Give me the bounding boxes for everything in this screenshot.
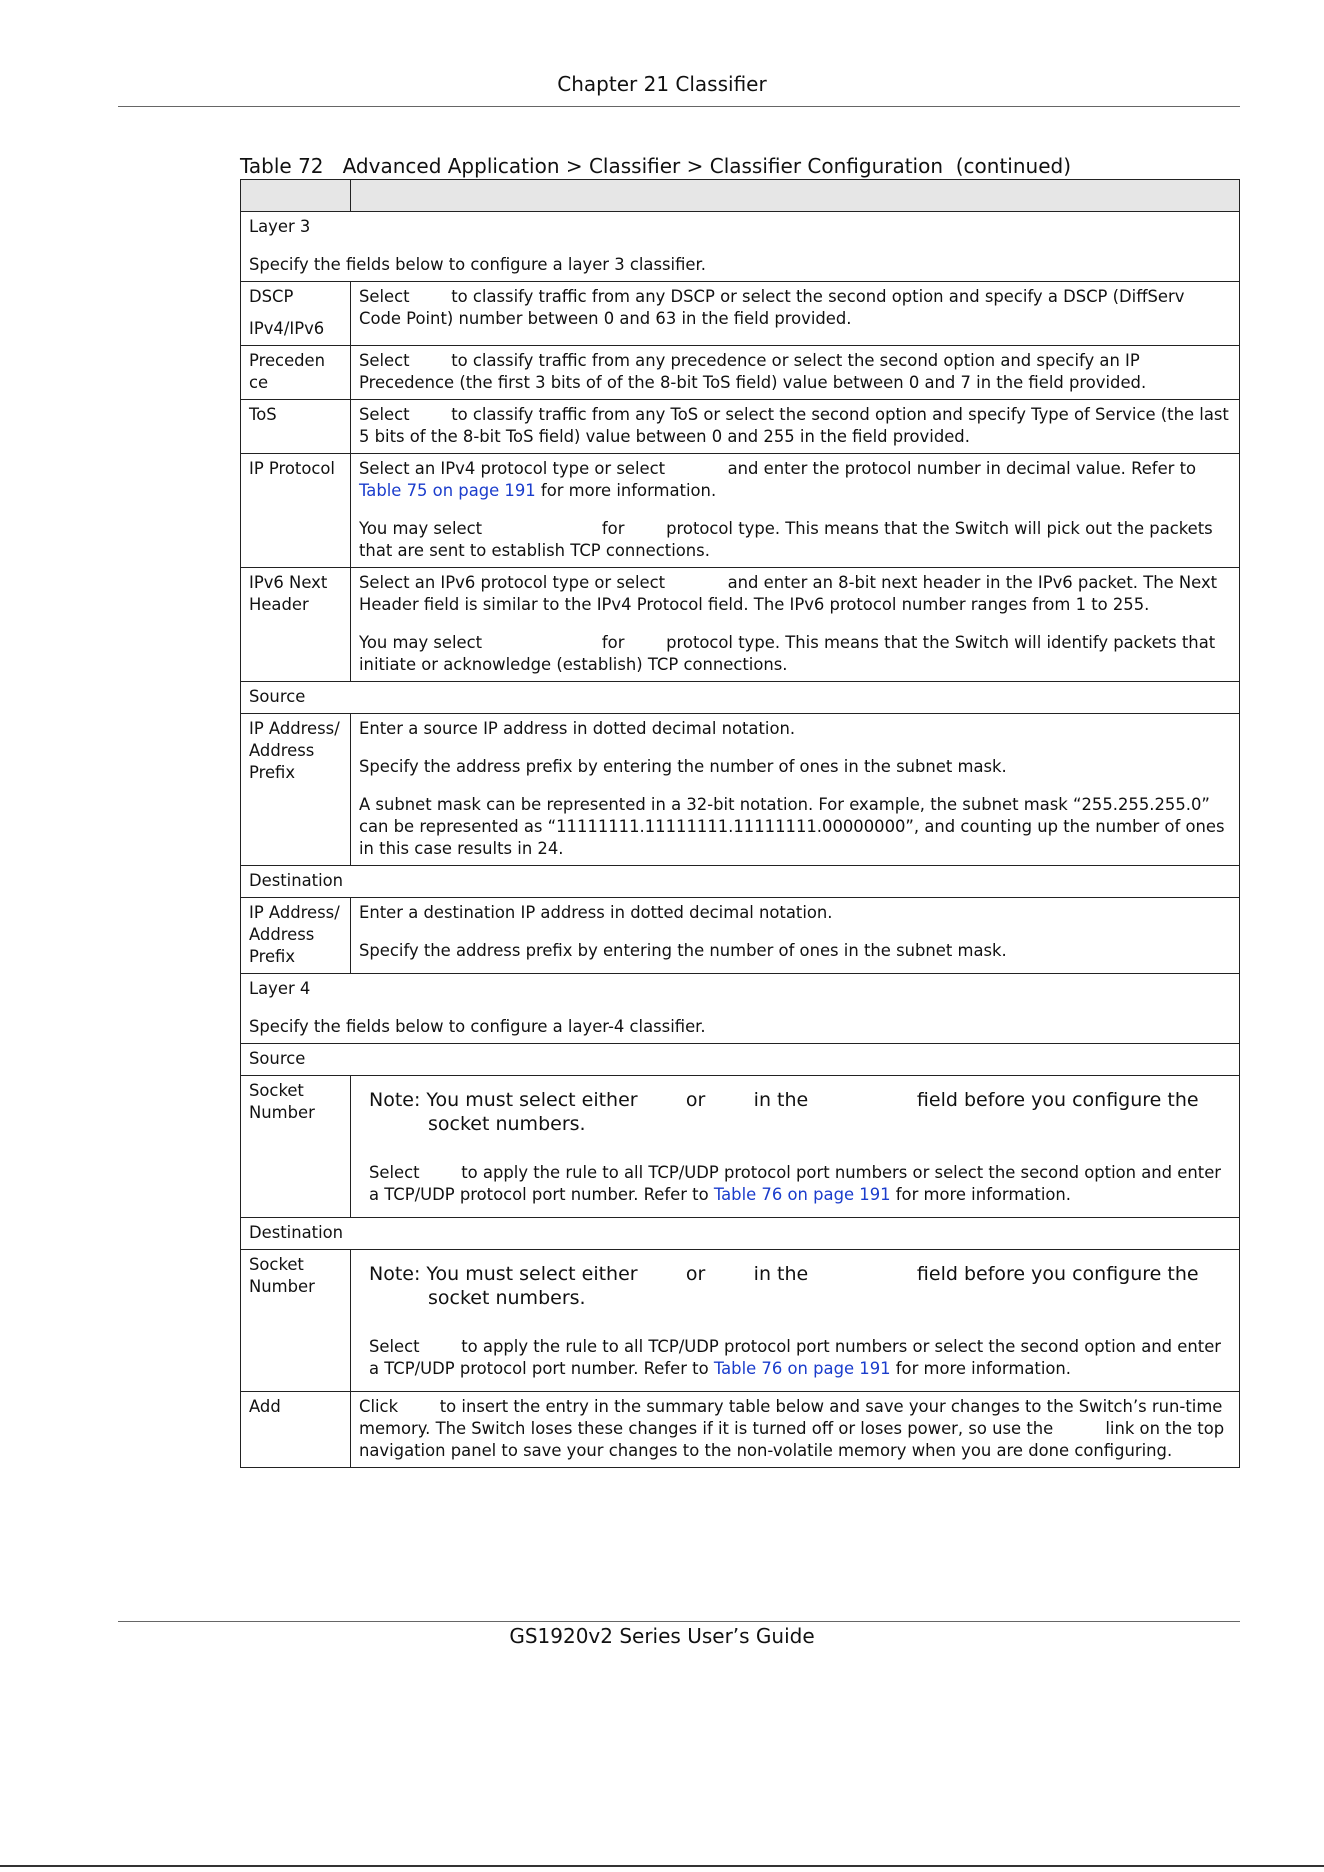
row-label: Preceden ce: [241, 346, 351, 400]
header-rule: [118, 106, 1240, 107]
section-row-layer3: [241, 212, 1240, 282]
row-description: Select to apply the rule to all TCP/UDP protocol port numbers or select the second option and enter a TCP/UDP protocol port number. Refer to Table 76 on page 191 for more information.: [369, 1163, 1227, 1204]
row-label: ToS: [241, 400, 351, 454]
section-title: Layer 4: [249, 979, 311, 998]
section-row-layer4: [241, 974, 1240, 1044]
table-row-destination-ip: [241, 898, 1240, 974]
footer-rule: [118, 1621, 1240, 1622]
section-title: Layer 3: [249, 217, 311, 236]
section-row-l4-source: [241, 1044, 1240, 1076]
page-footer: GS1920v2 Series User’s Guide: [509, 1624, 815, 1648]
note: Note: You must select either or in the field before you configure the socket numbers.: [369, 1263, 1199, 1309]
row-description: Select to classify traffic from any precedence or select the second option and specify an IP Precedence (the first 3 bits of of the 8-bit ToS field) value between 0 and 7 in the field provided.: [351, 346, 1240, 400]
table-row-source-ip: [241, 714, 1240, 866]
row-label: IPv6 Next Header: [241, 568, 351, 682]
row-description: Click to insert the entry in the summary table below and save your changes to the Switch’s run-time memory. The Switch loses these changes if it is turned off or loses power, so use the link on the top navigation panel to save your changes to the non-volatile memory when you are done configuring.: [351, 1392, 1240, 1468]
section-title: Destination: [241, 1218, 1240, 1250]
table-row-source-socket: [241, 1076, 1240, 1218]
row-description: Select an IPv4 protocol type or select and enter the protocol number in decimal value. Refer to Table 75 on page 191 for more information.: [359, 459, 1202, 500]
table-row-tos: [241, 400, 1240, 454]
section-description: Specify the fields below to configure a layer 3 classifier.: [249, 255, 706, 274]
row-label: Socket Number: [241, 1250, 351, 1392]
row-description: Select to apply the rule to all TCP/UDP protocol port numbers or select the second option and enter a TCP/UDP protocol port number. Refer to Table 76 on page 191 for more information.: [369, 1337, 1227, 1378]
row-label: IP Protocol: [241, 454, 351, 568]
table-76-link[interactable]: Table 76 on page 191: [713, 1185, 891, 1204]
section-title: Source: [241, 1044, 1240, 1076]
section-description: Specify the fields below to configure a layer-4 classifier.: [249, 1017, 706, 1036]
note: Note: You must select either or in the field before you configure the socket numbers.: [369, 1089, 1199, 1135]
row-description-2: You may select for protocol type. This means that the Switch will identify packets that initiate or acknowledge (establish) TCP connections.: [359, 633, 1221, 674]
table-title: Table 72 Advanced Application > Classifier > Classifier Configuration (continued): [240, 154, 1072, 178]
row-description: Enter a destination IP address in dotted decimal notation.: [359, 903, 833, 922]
chapter-header: Chapter 21 Classifier: [557, 72, 767, 96]
row-description-3: A subnet mask can be represented in a 32-bit notation. For example, the subnet mask “255.255.255.0” can be represented as “11111111.11111111.11111111.00000000”, and counting up the number of ones in this case results in 24.: [359, 795, 1225, 858]
row-description: Select to classify traffic from any DSCP or select the second option and specify a DSCP (DiffServ Code Point) number between 0 and 63 in the field provided.: [351, 282, 1240, 346]
row-label: IP Address/ Address Prefix: [241, 898, 351, 974]
table-row-dscp: [241, 282, 1240, 346]
scan-edge-line: [0, 1865, 1324, 1867]
table-row-precedence: [241, 346, 1240, 400]
table-75-link[interactable]: Table 75 on page 191: [359, 481, 536, 500]
section-title: Destination: [241, 866, 1240, 898]
row-description: Enter a source IP address in dotted decimal notation.: [359, 719, 796, 738]
row-description-2: Specify the address prefix by entering the number of ones in the subnet mask.: [359, 757, 1007, 776]
row-label: Socket Number: [241, 1076, 351, 1218]
section-row-source: [241, 682, 1240, 714]
row-label: DSCP: [249, 287, 294, 306]
table-row-add: [241, 1392, 1240, 1468]
row-label-sub: IPv4/IPv6: [249, 319, 325, 338]
classifier-config-table: [240, 179, 1240, 1468]
table-row-destination-socket: [241, 1250, 1240, 1392]
row-description: Select an IPv6 protocol type or select and enter an 8-bit next header in the IPv6 packet. The Next Header field is similar to the IPv4 Protocol field. The IPv6 protocol number ranges from 1 to 255.: [359, 573, 1223, 614]
section-title: Source: [241, 682, 1240, 714]
row-label: IP Address/ Address Prefix: [241, 714, 351, 866]
row-description: Select to classify traffic from any ToS or select the second option and specify Type of Service (the last 5 bits of the 8-bit ToS field) value between 0 and 255 in the field provided.: [351, 400, 1240, 454]
header-cell-label: [241, 180, 351, 212]
table-row-ip-protocol: [241, 454, 1240, 568]
table-header-row: [241, 180, 1240, 212]
row-label: Add: [241, 1392, 351, 1468]
section-row-l4-destination: [241, 1218, 1240, 1250]
row-description-2: Specify the address prefix by entering the number of ones in the subnet mask.: [359, 941, 1007, 960]
table-row-ipv6-next-header: [241, 568, 1240, 682]
header-cell-description: [351, 180, 1240, 212]
section-row-destination: [241, 866, 1240, 898]
table-76-link[interactable]: Table 76 on page 191: [713, 1359, 891, 1378]
row-description-2: You may select for protocol type. This means that the Switch will pick out the packets that are sent to establish TCP connections.: [359, 519, 1218, 560]
